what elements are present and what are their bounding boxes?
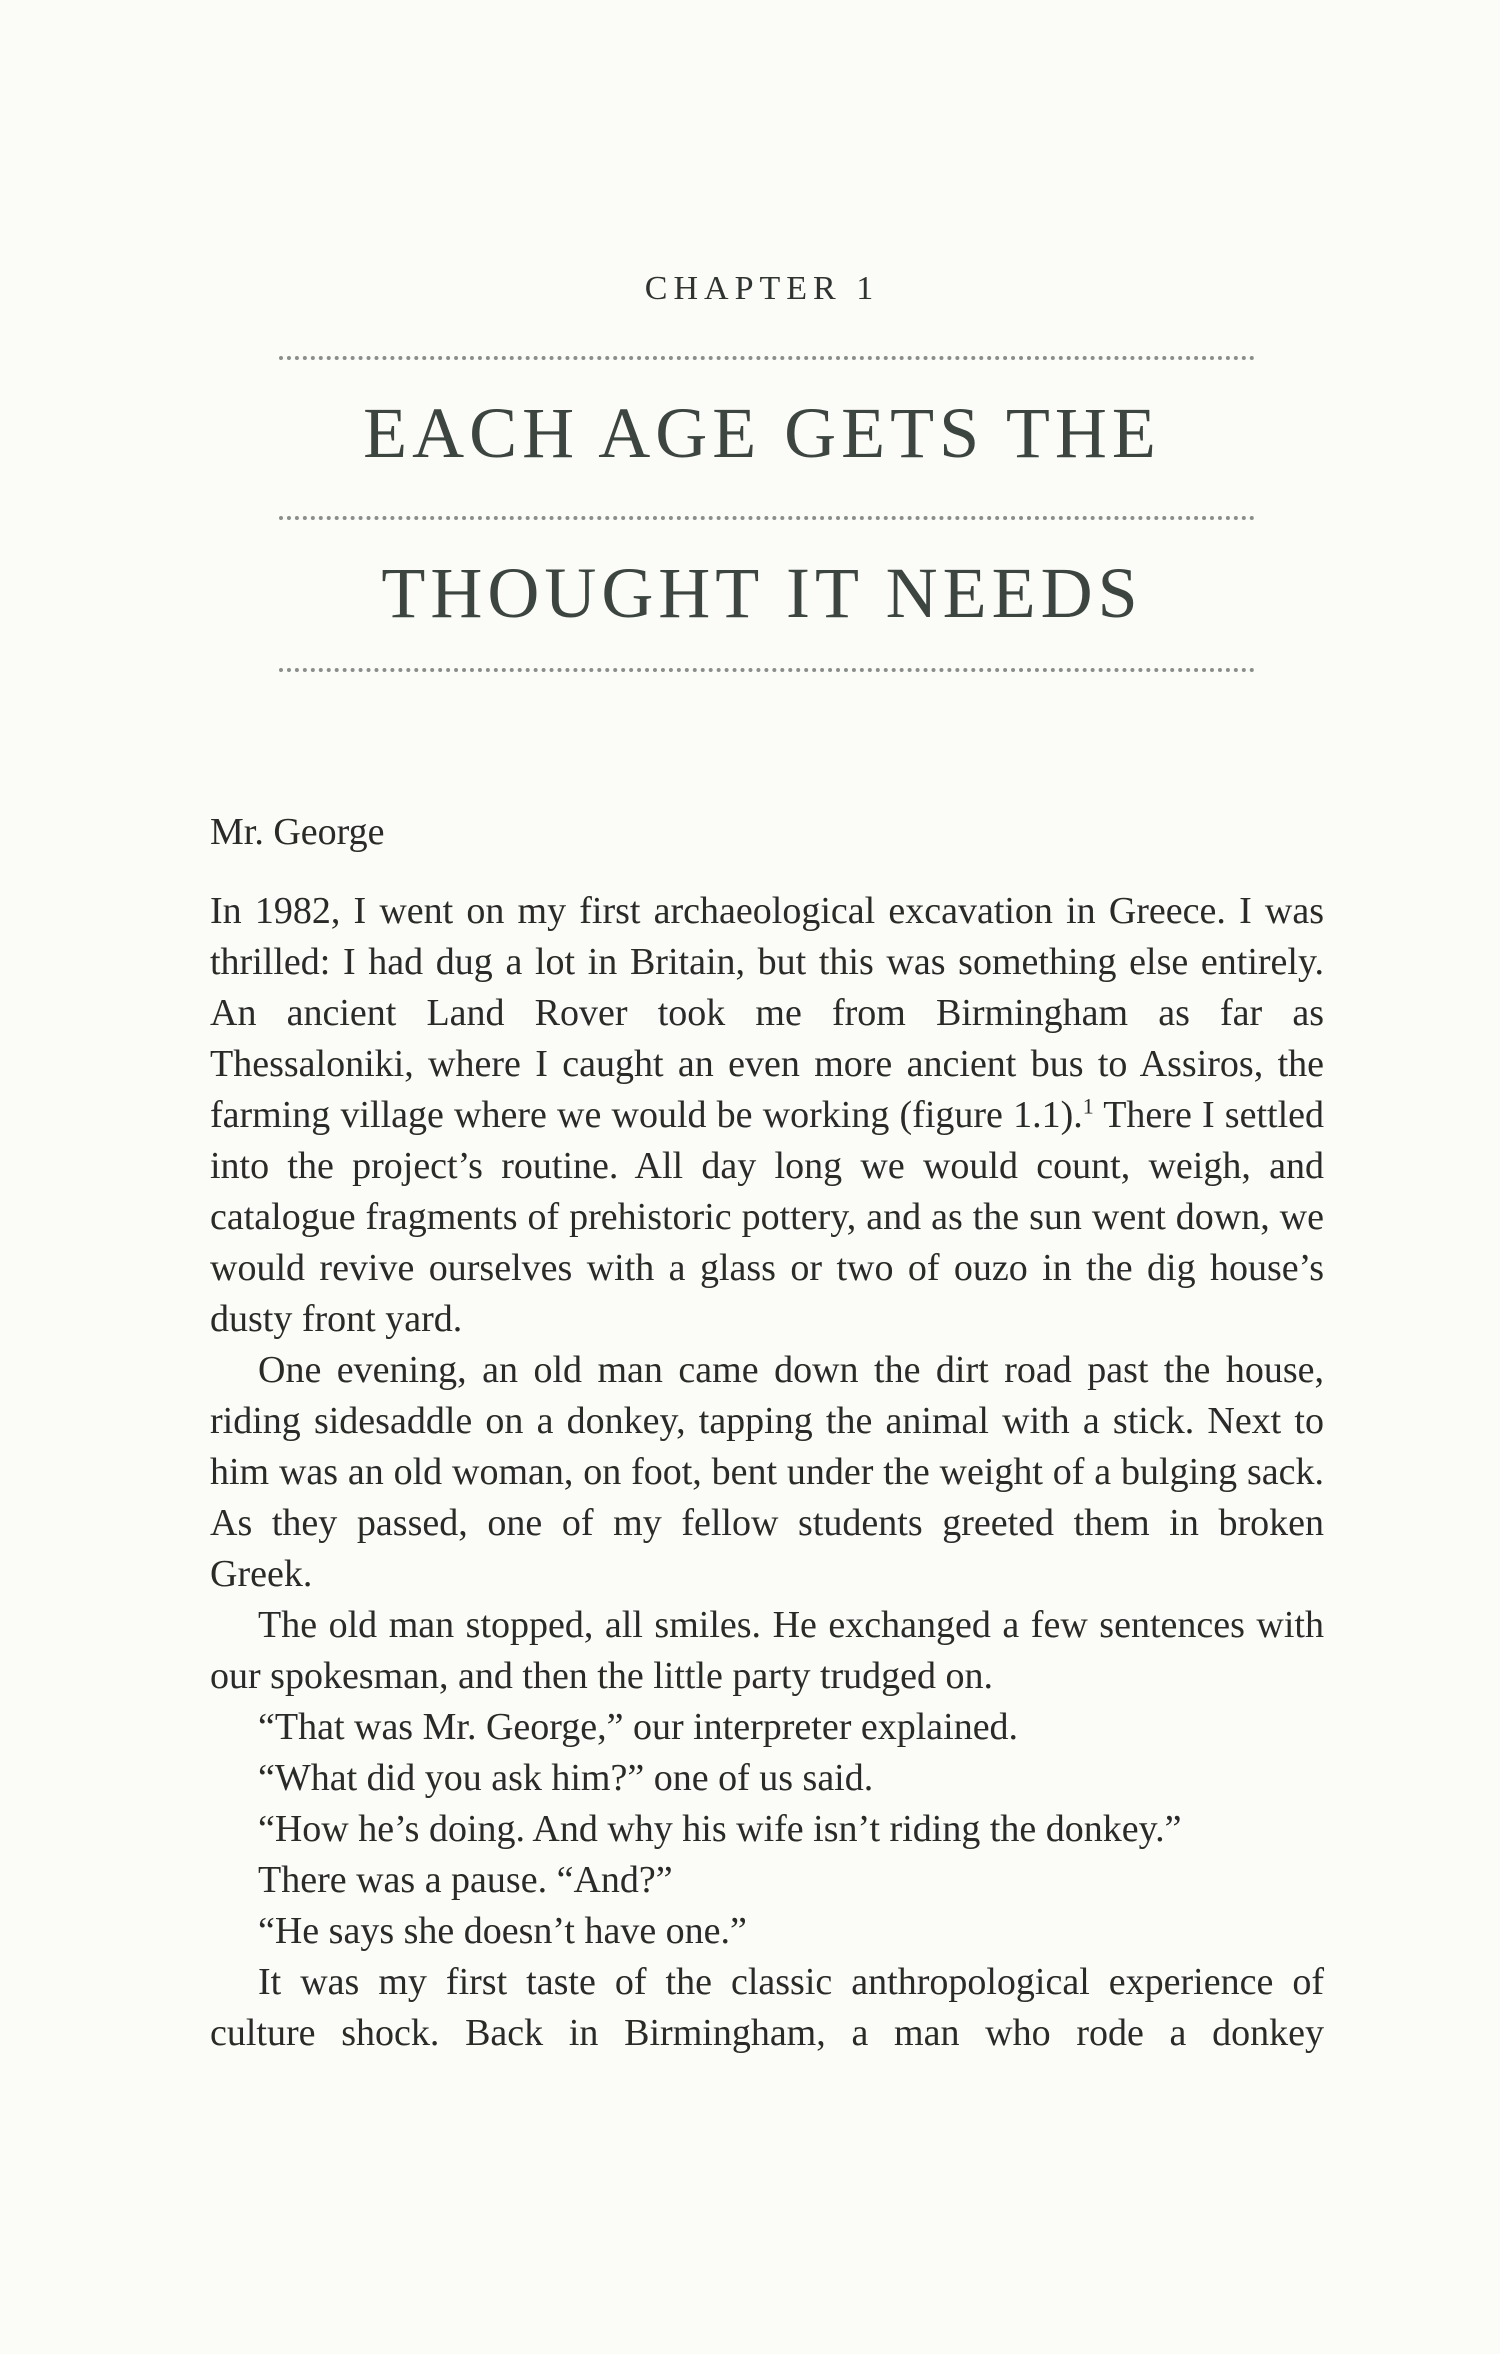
section-heading: Mr. George: [210, 811, 385, 853]
dotted-rule-bottom: [279, 668, 1255, 672]
paragraph-4: “That was Mr. George,” our interpreter explained.: [258, 1706, 1019, 1748]
dotted-rule-top: [279, 356, 1255, 360]
body-text: [210, 886, 1324, 2059]
chapter-title-line-2: THOUGHT IT NEEDS: [381, 553, 1143, 633]
footnote-marker[interactable]: 1: [1082, 1093, 1094, 1119]
paragraph-9: It was my first taste of the classic anthropological experience of culture shock. Back in Birmingham, a man who rode a donkey: [210, 1961, 1324, 2054]
paragraph-8: “He says she doesn’t have one.”: [258, 1910, 747, 1952]
chapter-label: CHAPTER 1: [644, 270, 880, 307]
paragraph-1: [210, 886, 1324, 1345]
chapter-title-line-1: EACH AGE GETS THE: [363, 393, 1161, 473]
paragraph-5: “What did you ask him?” one of us said.: [258, 1757, 874, 1799]
paragraph-3: The old man stopped, all smiles. He exchanged a few sentences with our spokesman, and then the little party trudged on.: [210, 1604, 1324, 1697]
paragraph-6: “How he’s doing. And why his wife isn’t riding the donkey.”: [258, 1808, 1182, 1850]
dotted-rule-middle: [279, 516, 1255, 520]
paragraph-1-text-continued: There I settled into the project’s routine. All day long we would count, weigh, and catalogue fragments of prehistoric pottery, and as the sun went down, we would revive ourselves with a glass or two of ouzo in the dig house’s dusty front yard.: [210, 1094, 1324, 1340]
paragraph-7: There was a pause. “And?”: [258, 1859, 673, 1901]
paragraph-1-text: In 1982, I went on my first archaeological excavation in Greece. I was thrilled: I had dug a lot in Britain, but this was something else entirely. An ancient Land Rover took me from Birmingham as far as Thessaloniki, where I caught an even more ancient bus to Assiros, the farming village where we would be working (figure 1.1).: [210, 890, 1324, 1136]
paragraph-2: One evening, an old man came down the dirt road past the house, riding sidesaddle on a donkey, tapping the animal with a stick. Next to him was an old woman, on foot, bent under the weight of a bulging sack. As they passed, one of my fellow students greeted them in broken Greek.: [210, 1349, 1324, 1595]
